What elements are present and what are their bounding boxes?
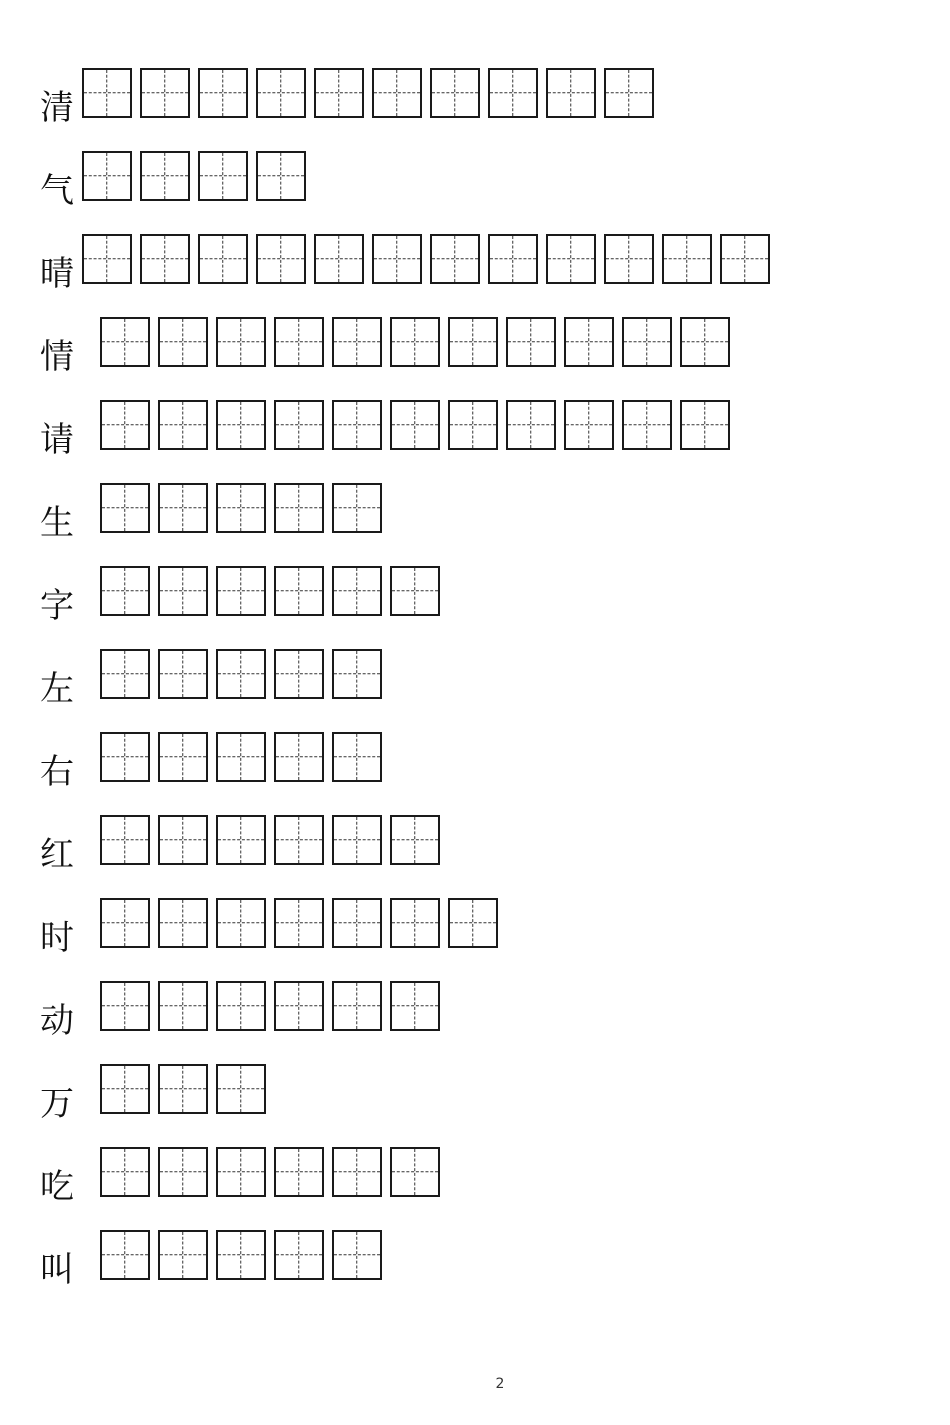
tianzige-box[interactable] — [390, 317, 440, 367]
tianzige-box[interactable] — [332, 732, 382, 782]
tianzige-box[interactable] — [216, 1147, 266, 1197]
practice-row — [0, 68, 950, 128]
tianzige-box[interactable] — [332, 898, 382, 948]
tianzige-box[interactable] — [216, 483, 266, 533]
tianzige-box[interactable] — [274, 732, 324, 782]
tianzige-box[interactable] — [158, 981, 208, 1031]
practice-row — [0, 732, 950, 792]
tianzige-box[interactable] — [216, 649, 266, 699]
practice-row — [0, 1064, 950, 1124]
tianzige-box[interactable] — [274, 815, 324, 865]
tianzige-box[interactable] — [372, 68, 422, 118]
tianzige-box[interactable] — [622, 400, 672, 450]
tianzige-box[interactable] — [216, 1064, 266, 1114]
tianzige-box[interactable] — [546, 68, 596, 118]
tianzige-box[interactable] — [332, 317, 382, 367]
tianzige-box[interactable] — [100, 400, 150, 450]
tianzige-box[interactable] — [506, 400, 556, 450]
practice-row — [0, 151, 950, 211]
tianzige-box[interactable] — [100, 981, 150, 1031]
model-character: 红 — [40, 835, 74, 875]
tianzige-box[interactable] — [332, 400, 382, 450]
tianzige-box[interactable] — [430, 68, 480, 118]
tianzige-box[interactable] — [390, 815, 440, 865]
tianzige-box[interactable] — [158, 732, 208, 782]
tianzige-box[interactable] — [216, 732, 266, 782]
tianzige-box[interactable] — [82, 234, 132, 284]
tianzige-box[interactable] — [256, 234, 306, 284]
tianzige-box[interactable] — [256, 68, 306, 118]
tianzige-box[interactable] — [332, 483, 382, 533]
tianzige-box[interactable] — [216, 317, 266, 367]
practice-row — [0, 400, 950, 460]
model-character: 生 — [40, 503, 74, 543]
tianzige-box[interactable] — [680, 400, 730, 450]
tianzige-box[interactable] — [332, 649, 382, 699]
tianzige-box[interactable] — [622, 317, 672, 367]
model-character: 清 — [40, 88, 74, 128]
model-character: 万 — [40, 1084, 74, 1124]
tianzige-box[interactable] — [100, 815, 150, 865]
tianzige-box[interactable] — [390, 400, 440, 450]
tianzige-box[interactable] — [158, 1230, 208, 1280]
tianzige-box[interactable] — [274, 400, 324, 450]
tianzige-box[interactable] — [274, 317, 324, 367]
tianzige-box[interactable] — [314, 234, 364, 284]
tianzige-box[interactable] — [100, 1064, 150, 1114]
tianzige-box[interactable] — [140, 68, 190, 118]
model-character: 左 — [40, 669, 74, 709]
tianzige-box[interactable] — [314, 68, 364, 118]
tianzige-box[interactable] — [216, 815, 266, 865]
tianzige-box[interactable] — [82, 68, 132, 118]
tianzige-box[interactable] — [158, 898, 208, 948]
tianzige-box[interactable] — [140, 234, 190, 284]
tianzige-box[interactable] — [100, 483, 150, 533]
tianzige-box[interactable] — [332, 981, 382, 1031]
practice-row — [0, 566, 950, 626]
tianzige-box[interactable] — [274, 483, 324, 533]
tianzige-box[interactable] — [158, 400, 208, 450]
tianzige-box[interactable] — [332, 1230, 382, 1280]
tianzige-box[interactable] — [100, 317, 150, 367]
tianzige-box[interactable] — [216, 400, 266, 450]
tianzige-box[interactable] — [604, 68, 654, 118]
tianzige-box[interactable] — [720, 234, 770, 284]
tianzige-box[interactable] — [332, 566, 382, 616]
tianzige-box[interactable] — [274, 898, 324, 948]
practice-row — [0, 1147, 950, 1207]
tianzige-box[interactable] — [274, 1147, 324, 1197]
practice-row — [0, 483, 950, 543]
tianzige-box[interactable] — [390, 566, 440, 616]
tianzige-box[interactable] — [488, 234, 538, 284]
practice-row — [0, 317, 950, 377]
tianzige-box[interactable] — [198, 234, 248, 284]
tianzige-box[interactable] — [546, 234, 596, 284]
model-character: 动 — [40, 1001, 74, 1041]
tianzige-box[interactable] — [100, 566, 150, 616]
practice-row — [0, 649, 950, 709]
tianzige-box[interactable] — [100, 898, 150, 948]
tianzige-box[interactable] — [216, 1230, 266, 1280]
model-character: 字 — [40, 586, 74, 626]
tianzige-box[interactable] — [564, 400, 614, 450]
tianzige-box[interactable] — [158, 1147, 208, 1197]
tianzige-box[interactable] — [158, 483, 208, 533]
tianzige-box[interactable] — [100, 649, 150, 699]
tianzige-box[interactable] — [274, 1230, 324, 1280]
tianzige-box[interactable] — [680, 317, 730, 367]
tianzige-box[interactable] — [216, 898, 266, 948]
practice-row — [0, 815, 950, 875]
tianzige-box[interactable] — [140, 151, 190, 201]
model-character: 右 — [40, 752, 74, 792]
tianzige-box[interactable] — [216, 566, 266, 616]
tianzige-box[interactable] — [158, 1064, 208, 1114]
tianzige-box[interactable] — [158, 815, 208, 865]
tianzige-box[interactable] — [158, 649, 208, 699]
tianzige-box[interactable] — [448, 400, 498, 450]
tianzige-box[interactable] — [372, 234, 422, 284]
tianzige-box[interactable] — [390, 898, 440, 948]
practice-row — [0, 234, 950, 294]
tianzige-box[interactable] — [274, 981, 324, 1031]
tianzige-box[interactable] — [216, 981, 266, 1031]
tianzige-box[interactable] — [256, 151, 306, 201]
tianzige-box[interactable] — [506, 317, 556, 367]
model-character: 吃 — [40, 1167, 74, 1207]
tianzige-box[interactable] — [198, 68, 248, 118]
model-character: 时 — [40, 918, 74, 958]
practice-row — [0, 1230, 950, 1290]
model-character: 请 — [40, 420, 74, 460]
page-number: 2 — [495, 1376, 505, 1392]
tianzige-box[interactable] — [332, 815, 382, 865]
tianzige-box[interactable] — [390, 1147, 440, 1197]
tianzige-box[interactable] — [488, 68, 538, 118]
tianzige-box[interactable] — [274, 566, 324, 616]
tianzige-box[interactable] — [332, 1147, 382, 1197]
tianzige-box[interactable] — [274, 649, 324, 699]
tianzige-box[interactable] — [100, 1147, 150, 1197]
practice-row — [0, 898, 950, 958]
model-character: 气 — [40, 171, 74, 211]
tianzige-box[interactable] — [100, 1230, 150, 1280]
tianzige-box[interactable] — [564, 317, 614, 367]
tianzige-box[interactable] — [198, 151, 248, 201]
tianzige-box[interactable] — [430, 234, 480, 284]
tianzige-box[interactable] — [448, 317, 498, 367]
tianzige-box[interactable] — [604, 234, 654, 284]
tianzige-box[interactable] — [448, 898, 498, 948]
model-character: 晴 — [40, 254, 74, 294]
tianzige-box[interactable] — [158, 317, 208, 367]
model-character: 叫 — [40, 1250, 74, 1290]
model-character: 情 — [40, 337, 74, 377]
practice-row — [0, 981, 950, 1041]
tianzige-box[interactable] — [82, 151, 132, 201]
tianzige-box[interactable] — [158, 566, 208, 616]
tianzige-box[interactable] — [662, 234, 712, 284]
tianzige-box[interactable] — [100, 732, 150, 782]
tianzige-box[interactable] — [390, 981, 440, 1031]
